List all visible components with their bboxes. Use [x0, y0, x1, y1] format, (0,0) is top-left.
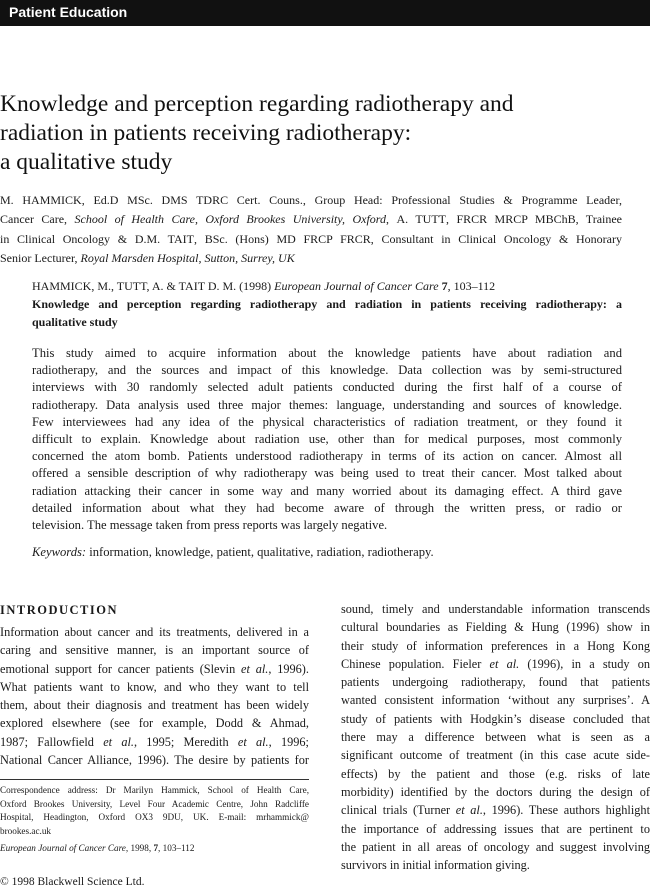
footnote-line: Oxford Brookes University, Level Four Academic Centre, John Radcliffe [0, 798, 309, 809]
journal-reference: European Journal of Cancer Care, 1998, 7, 103–112 [0, 843, 195, 853]
correspondence-footnote [0, 784, 309, 838]
keywords [32, 545, 434, 560]
text-line: survivors in initial information giving. [341, 858, 530, 873]
abstract-line: television. The message taken from press reports was largely negative. [32, 518, 388, 533]
section-heading: INTRODUCTION [0, 603, 119, 617]
abstract-line: radiotherapy, and the sources and impact of this knowledge. Data collection was by semi-structured [32, 363, 622, 378]
text-line: sound, timely and understandable information transcends [341, 602, 650, 616]
abstract-line: Few interviewees had any idea of the physical characteristics of radiation treatment, or they found it [32, 414, 622, 429]
footnote-line: brookes.ac.uk [0, 825, 52, 836]
text-line: the patient in all areas of oncology and suggest involving [341, 839, 650, 854]
author-line: M. HAMMICK, Ed.D MSc. DMS TDRC Cert. Couns., Group Head: Professional Studies & Programme Leader, [0, 193, 622, 207]
abstract-line: detailed information about what they had become aware of through the written press, or radio or [32, 500, 622, 515]
author-line: Senior Lecturer, Royal Marsden Hospital, Sutton, Surrey, UK [0, 251, 295, 266]
text-line: patients undergoing radiotherapy, found that patients [341, 675, 650, 690]
article-title [0, 90, 640, 177]
body-paragraph [0, 623, 309, 769]
footnote-line: Correspondence address: Dr Marilyn Hammick, School of Health Care, [0, 785, 309, 795]
text-line: Chinese population. Fieler et al. (1996), in a study on [341, 656, 650, 671]
abstract-line: offered a sensible description of why radiotherapy was being used to treat their cancer. Most talked about [32, 466, 622, 481]
abstract-line: This study aimed to acquire information about the knowledge patients have about radiation and [32, 346, 622, 360]
citation-title: qualitative study [32, 315, 118, 329]
body-paragraph [341, 600, 650, 874]
author-name: M. HAMMICK [0, 193, 82, 207]
volume: 7 [441, 279, 448, 293]
citation-title: Knowledge and perception regarding radiotherapy and radiation in patients receiving radiotherapy: a [32, 297, 622, 311]
abstract-line: radiotherapy. Data analysis used three major themes: language, understanding and sources of knowledge. [32, 397, 622, 412]
affiliation: Royal Marsden Hospital, Sutton, Surrey, UK [80, 251, 295, 266]
section-label: Patient Education [9, 4, 128, 20]
text-line: morbidity) identified by the doctors during the design of [341, 784, 650, 799]
text-line: the importance of addressing issues that are pertinent to [341, 821, 650, 836]
section-header-bar [0, 0, 650, 26]
text-line: there may a difference between what is seen as a [341, 730, 650, 745]
journal-name: European Journal of Cancer Care [274, 279, 442, 293]
text-line: caring and sensitive manner, is an important source of [0, 643, 309, 658]
text-line: clinical trials (Turner et al., 1996). These authors highlight [341, 803, 650, 818]
text-line: cultural boundaries as Fielding & Hung (1996) show in [341, 620, 650, 635]
footnote-divider [0, 779, 309, 780]
keywords-text: information, knowledge, patient, qualitative, radiation, radiotherapy. [86, 545, 434, 559]
copyright-notice: © 1998 Blackwell Science Ltd. [0, 876, 145, 888]
text-line: What patients want to know, and who they want to tell [0, 679, 309, 694]
text-line: wanted consistent information ‘without any surprises’. A [341, 693, 650, 708]
title-line: Knowledge and perception regarding radiotherapy and [0, 91, 514, 117]
text-line: significant outcome of treatment (in this case acute side- [341, 748, 650, 763]
citation-reference: HAMMICK, M., TUTT, A. & TAIT D. M. (1998) European Journal of Cancer Care 7, 103–112 [32, 279, 496, 293]
text-line: 1987; Fallowfield et al., 1995; Meredith et al., 1996; [0, 734, 309, 749]
author-name: A. TUTT [396, 212, 447, 227]
text-line: emotional support for cancer patients (Slevin et al., 1996). [0, 661, 309, 676]
abstract-line: radiation attacking their cancer in some way and many worried about its damaging effect. A third gave [32, 483, 622, 498]
abstract-line: concerned the atom bomb. Patients understood radiotherapy in terms of its action on cancer. Almost all [32, 449, 622, 464]
text-line: their study of information preferences in a Hong Kong [341, 638, 650, 653]
footnote-line: Hospital, Headington, Oxford OX3 9DU, UK. E-mail: mrhammick@ [0, 812, 309, 822]
affiliation: School of Health Care, Oxford Brookes University, Oxford [74, 212, 387, 227]
text-line: explored elsewhere (see for example, Dodd & Ahmad, [0, 716, 309, 731]
text-line: National Cancer Alliance, 1996). The desire by patients for [0, 753, 309, 768]
keywords-label: Keywords: [32, 545, 87, 559]
right-column [341, 600, 650, 874]
text-line: study of patients with Hodgkin’s disease concluded that [341, 711, 650, 726]
author-line: Cancer Care, School of Health Care, Oxford Brookes University, Oxford, A. TUTT, FRCR MRCP MBChB, Trainee [0, 212, 623, 227]
text-line: Information about cancer and its treatments, delivered in a [0, 625, 309, 639]
author-block [0, 191, 622, 269]
title-line: a qualitative study [0, 149, 173, 175]
abstract-line: interviews with 30 randomly selected adult patients conducted during the first half of a course of [32, 380, 622, 395]
author-name: D.M. TAIT [134, 231, 194, 246]
text-line: effects) by the patient and those (e.g. risks of late [341, 766, 650, 781]
abstract [32, 345, 622, 534]
title-line: radiation in patients receiving radiotherapy: [0, 120, 412, 146]
author-line: in Clinical Oncology & D.M. TAIT, BSc. (Hons) MD FRCP FRCR, Consultant in Clinical Oncology & Honorary [0, 231, 622, 246]
abstract-line: difficult to explain. Knowledge about radiation use, other than for medical purposes, most commonly [32, 432, 622, 447]
text-line: them, about their diagnosis and treatment has been widely [0, 698, 309, 713]
left-column [0, 603, 309, 769]
citation-block [32, 277, 622, 331]
